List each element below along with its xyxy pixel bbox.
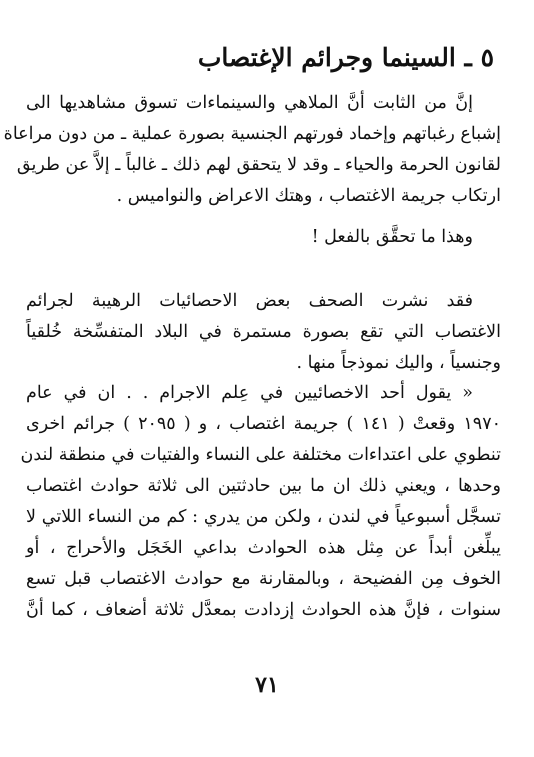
text-line: سنوات ، فإنَّ هذه الحوادث إزدادت بمعدَّل ثلاثة أضعاف ، كما أنَّ [26, 600, 501, 620]
text-line: « يقول أحد الاخصائيين في عِلم الاجرام . . ان في عام [26, 383, 473, 403]
paragraph-1 [3, 88, 501, 212]
text-line: الخوف مِن الفضيحة ، وبالمقارنة مع حوادث الاغتصاب قبل تسع [26, 569, 501, 589]
section-heading: ٥ ـ السينما وجرائم الإغتصاب [197, 43, 494, 72]
text-line: ١٩٧٠ وقعتْ ( ١٤١ ) جريمة اغتصاب ، و ( ٢٠٩٥ ) جرائم اخرى [26, 414, 501, 434]
text-line: تنطوي على اعتداءات مختلفة على النساء والفتيات في منطقة لندن [20, 445, 501, 465]
text-line: ارتكاب جريمة الاغتصاب ، وهتك الاعراض والنواميس . [116, 186, 501, 206]
text-line: وجنسياً ، واليك نموذجاً منها . [296, 353, 501, 373]
paragraph-2 [26, 222, 501, 253]
text-line: إنَّ من الثابت أنَّ الملاهي والسينماءات تسوق مشاهديها الى [26, 93, 473, 113]
paragraph-3 [26, 286, 501, 379]
text-line: وحدها ، ويعني ذلك ان ما بين حادثتين الى ثلاثة حوادث اغتصاب [26, 476, 501, 496]
text-line: يبلِّغن أبداً عن مِثل هذه الحوادث بداعي الخَجَل والأحراج ، أو [26, 538, 501, 558]
text-line: تسجَّل أسبوعياً في لندن ، ولكن من يدري : كم من النساء اللاتي لا [26, 507, 501, 527]
text-line: لقانون الحرمة والحياء ـ وقد لا يتحقق لهم ذلك ـ غالباً ـ إلاَّ عن طريق [16, 155, 501, 175]
text-line: وهذا ما تحقَّق بالفعل ! [311, 227, 473, 247]
paragraph-4 [20, 378, 501, 626]
text-line: فقد نشرت الصحف بعض الاحصائيات الرهيبة لجرائم [26, 291, 473, 311]
text-line: الاغتصاب التي تقع بصورة مستمرة في البلاد المتفسِّخة خُلقياً [26, 322, 501, 342]
text-line: إشباع رغباتهم وإخماد فورتهم الجنسية بصورة عملية ـ من دون مراعاة [3, 124, 501, 144]
page-number: ٧١ [255, 672, 279, 698]
